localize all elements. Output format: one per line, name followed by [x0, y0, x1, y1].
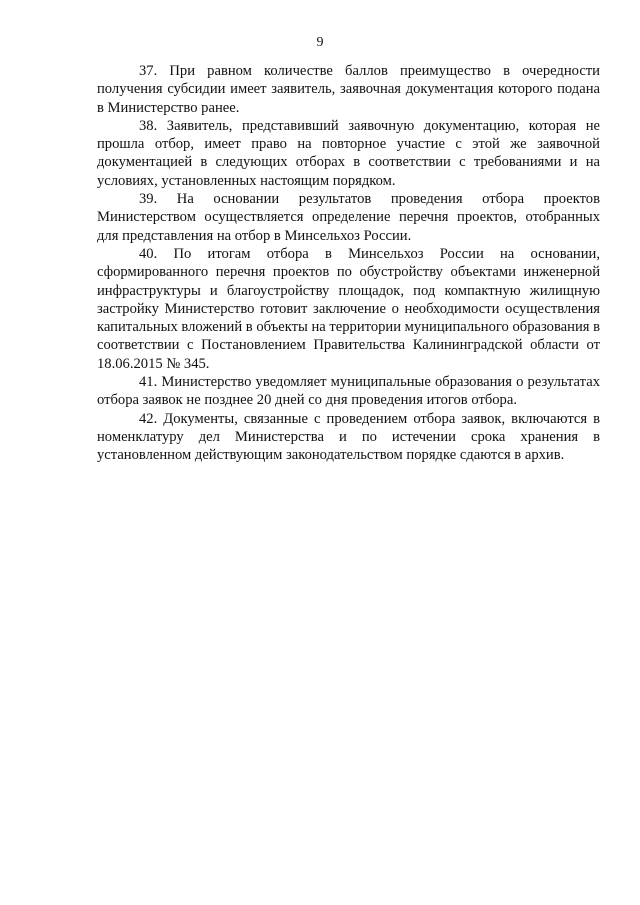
paragraph-40: 40. По итогам отбора в Минсельхоз России на основании, сформированного перечня проектов по обустройству объектами инженерной инфраструктуры и благоустройству площадок, под компактную жилищную застройку Министерство готовит заключение о необходимости осуществления капитальных вложений в объекты на территории муниципального образования в соответствии с Постановлением Правительства Калининградской области от 18.06.2015 № 345. — [97, 245, 601, 372]
page-number: 9 — [316, 35, 324, 50]
paragraph-42: 42. Документы, связанные с проведением отбора заявок, включаются в номенклатуру дел Министерства и по истечении срока хранения в установленном действующим законодательством порядке сдаются в архив. — [97, 410, 600, 464]
paragraph-38: 38. Заявитель, представивший заявочную документацию, которая не прошла отбор, имеет право на повторное участие с этой же заявочной документацией в следующих отборах в соответствии с требованиями и на условиях, установленных настоящим порядком. — [97, 117, 600, 189]
paragraph-41: 41. Министерство уведомляет муниципальные образования о результатах отбора заявок не позднее 20 дней со дня проведения итогов отбора. — [97, 374, 600, 409]
paragraph-37: 37. При равном количестве баллов преимущество в очередности получения субсидии имеет заявитель, заявочная документация которого подана в Министерство ранее. — [97, 63, 600, 116]
document-body — [97, 62, 600, 465]
paragraph-39: 39. На основании результатов проведения отбора проектов Министерством осуществляется определение перечня проектов, отобранных для представления на отбор в Минсельхоз России. — [97, 191, 600, 244]
